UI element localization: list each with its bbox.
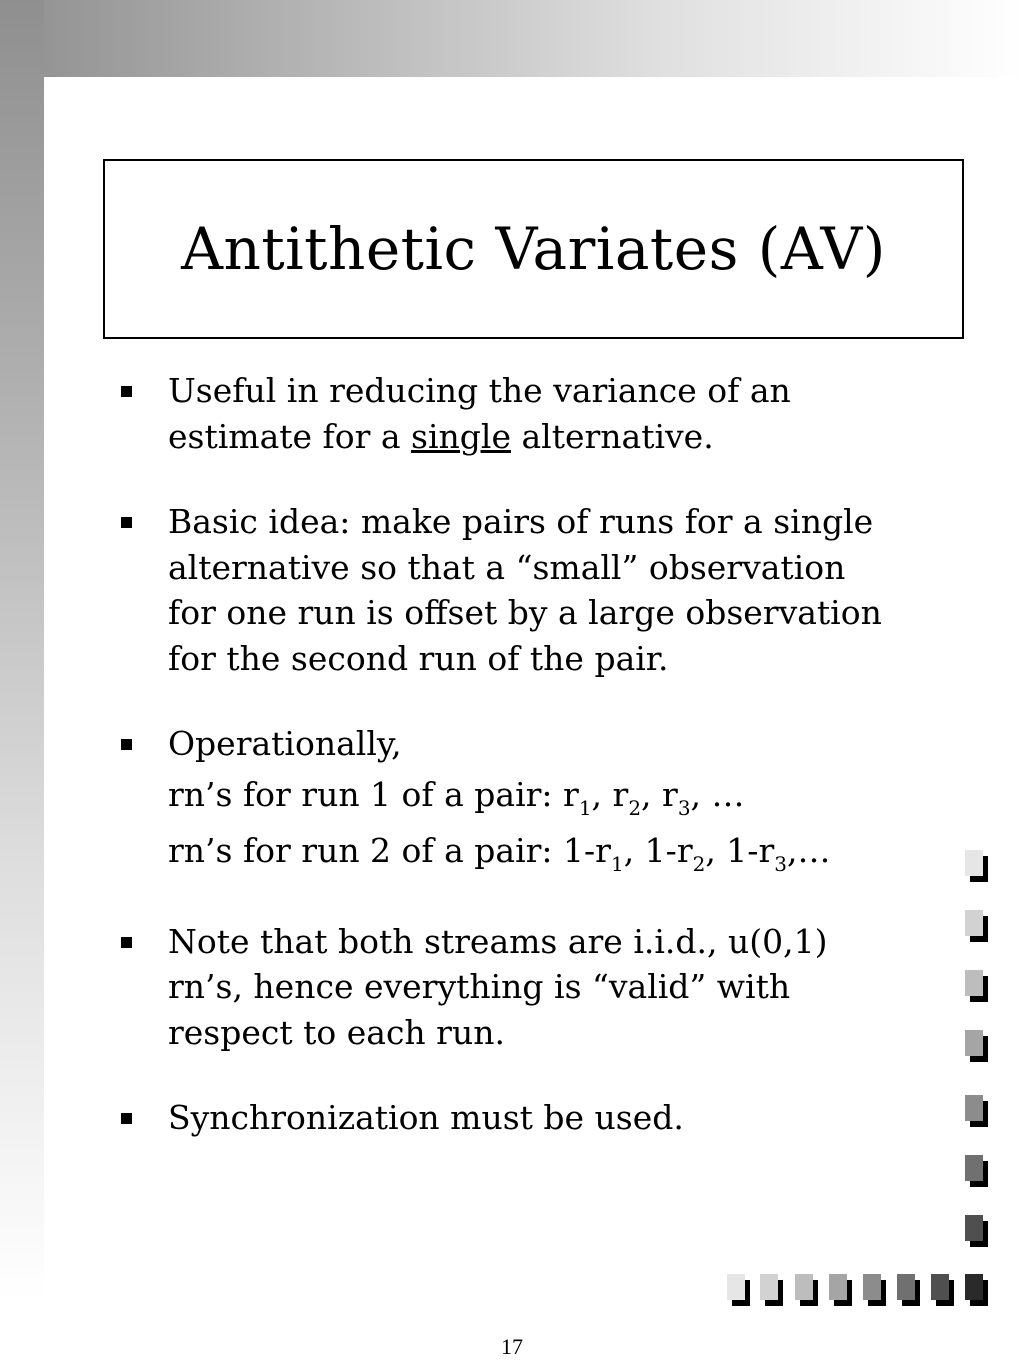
bullet-item <box>118 1095 968 1141</box>
bullet-line: Synchronization must be used. <box>168 1098 684 1137</box>
text-run: , r <box>641 774 678 814</box>
bullet-item <box>118 919 968 1056</box>
subscript: 3 <box>774 852 787 877</box>
bullet-marker-icon <box>121 739 132 750</box>
text-run: 1-r <box>563 830 611 870</box>
subscript: 3 <box>677 796 691 821</box>
decor-square <box>965 1274 983 1300</box>
subscript: 1 <box>610 852 624 877</box>
bullet-marker-icon <box>121 517 132 528</box>
text-run: ,… <box>786 830 831 870</box>
page-number: 17 <box>501 1334 523 1359</box>
bullet-line: Note that both streams are i.i.d., u(0,1) <box>168 921 828 961</box>
subscript: 2 <box>628 796 642 821</box>
bullet-item <box>118 368 968 459</box>
bullet-line: respect to each run. <box>168 1012 505 1052</box>
decor-square <box>897 1274 915 1300</box>
frame-left-gradient <box>0 0 44 1300</box>
bullet-line: Basic idea: make pairs of runs for a single <box>168 502 874 541</box>
bullet-line: Useful in reducing the variance of an <box>168 371 791 410</box>
underlined-word: single <box>411 416 511 456</box>
decor-square <box>795 1274 813 1300</box>
text-run: , r <box>591 774 629 814</box>
bullet-marker-icon <box>121 937 132 948</box>
text-run: rn’s for run 1 of a pair: <box>168 774 564 814</box>
decor-square <box>727 1274 745 1300</box>
bullet-marker-icon <box>121 386 132 397</box>
subscript: 1 <box>578 796 592 821</box>
decor-square <box>760 1274 778 1300</box>
bullet-item <box>118 499 968 681</box>
text-run: , 1-r <box>623 830 693 870</box>
decor-square <box>965 910 983 936</box>
text-run: alternative. <box>511 416 714 456</box>
text-run: , 1-r <box>705 830 775 870</box>
decor-square <box>965 1095 983 1121</box>
bullet-line <box>168 414 968 460</box>
decor-square <box>829 1274 847 1300</box>
bullet-marker-icon <box>121 1113 132 1124</box>
text-run: , … <box>690 774 745 814</box>
bullet-line: rn’s, hence everything is “valid” with <box>168 967 791 1006</box>
decor-square <box>965 1215 983 1241</box>
decor-square <box>931 1274 949 1300</box>
text-run: rn’s for run 2 of a pair: <box>168 830 564 870</box>
bullet-list <box>118 368 968 1181</box>
bullet-item <box>118 721 968 879</box>
title-box <box>103 159 964 339</box>
run1-line <box>168 767 968 823</box>
decor-square <box>965 850 983 876</box>
decor-square <box>965 1030 983 1056</box>
run2-line <box>168 823 968 879</box>
subscript: 2 <box>692 852 706 877</box>
bullet-line: alternative so that a “small” observation <box>168 547 846 587</box>
decor-square <box>965 1155 983 1181</box>
decor-square <box>965 970 983 996</box>
slide-title: Antithetic Variates (AV) <box>181 215 886 283</box>
frame-top-gradient <box>0 0 1024 77</box>
decor-square <box>863 1274 881 1300</box>
text-run: r <box>563 774 579 814</box>
bullet-line: for one run is offset by a large observation <box>168 593 882 632</box>
bullet-line: for the second run of the pair. <box>168 638 669 678</box>
bullet-line: Operationally, <box>168 724 402 763</box>
text-run: estimate for a <box>168 416 412 456</box>
